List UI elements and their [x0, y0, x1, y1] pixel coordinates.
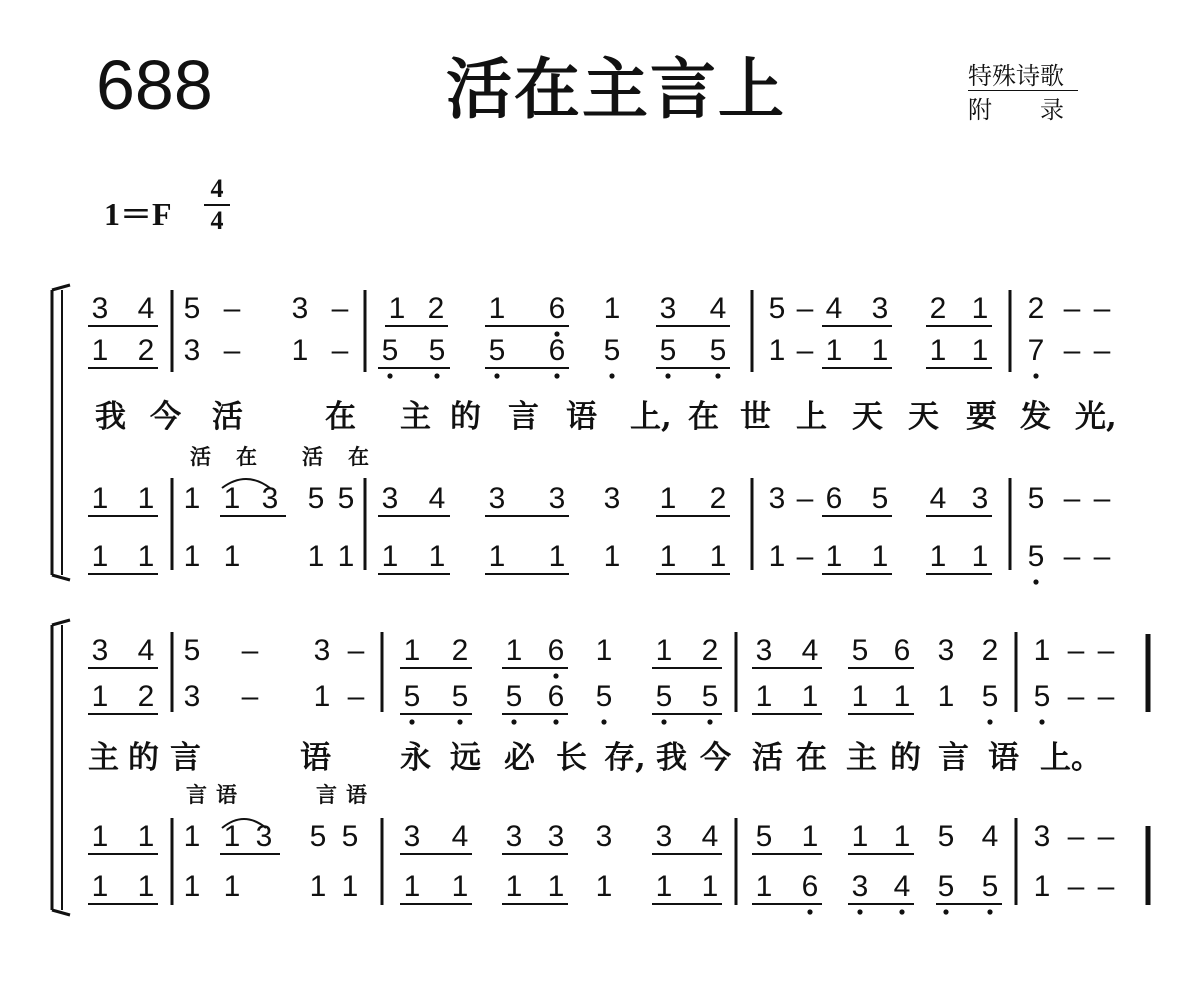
note: 3	[313, 634, 331, 667]
lyric-syllable: 在	[796, 740, 827, 776]
note: 1	[929, 334, 947, 367]
echo-syllable: 在	[236, 444, 257, 469]
note: 7	[1027, 334, 1045, 367]
note: 1	[183, 820, 201, 853]
note: 1	[801, 680, 819, 713]
note: 1	[825, 540, 843, 573]
note: 1	[659, 540, 677, 573]
note: 1	[91, 334, 109, 367]
note: 3	[403, 820, 421, 853]
note: 1	[937, 680, 955, 713]
note: 2	[137, 334, 155, 367]
note: –	[1063, 540, 1081, 573]
octave-dot	[511, 719, 516, 724]
note: 1	[183, 540, 201, 573]
note: 1	[137, 870, 155, 903]
lyric-syllable: 我	[95, 399, 126, 435]
note: –	[796, 334, 814, 367]
note: 5	[937, 820, 955, 853]
note: –	[331, 292, 349, 325]
note: 4	[709, 292, 727, 325]
note: 2	[929, 292, 947, 325]
note: 1	[488, 540, 506, 573]
echo-syllable: 语	[216, 782, 237, 807]
note: 1	[137, 540, 155, 573]
octave-dot	[1039, 719, 1044, 724]
note: 3	[755, 634, 773, 667]
lyric-syllable: 远	[450, 740, 481, 776]
note: 5	[937, 870, 955, 903]
note: 3	[659, 292, 677, 325]
octave-dot	[857, 909, 862, 914]
note: 1	[768, 334, 786, 367]
note: 5	[701, 680, 719, 713]
lyric-syllable: 要	[966, 399, 997, 435]
note: 4	[137, 634, 155, 667]
note: –	[347, 634, 365, 667]
note: 1	[1033, 634, 1051, 667]
note: 1	[595, 870, 613, 903]
note: 2	[1027, 292, 1045, 325]
lyric-syllable: 的	[890, 740, 921, 776]
lyric-syllable: 言	[508, 399, 539, 435]
lyric-syllable: 语	[988, 740, 1019, 776]
lyric-syllable: 的	[450, 399, 481, 435]
note: 1	[403, 870, 421, 903]
note: 3	[505, 820, 523, 853]
note: 1	[307, 540, 325, 573]
note: 3	[548, 482, 566, 515]
note: –	[1063, 334, 1081, 367]
note: 3	[1033, 820, 1051, 853]
note: 1	[893, 680, 911, 713]
lyric-syllable: 的	[128, 740, 159, 776]
note: 3	[603, 482, 621, 515]
note: 3	[255, 820, 273, 853]
lyric-syllable: 天	[908, 399, 939, 435]
note: 1	[547, 870, 565, 903]
lyric-syllable: 今	[700, 740, 731, 776]
echo-syllable: 在	[348, 444, 369, 469]
note: –	[1063, 292, 1081, 325]
octave-dot	[553, 673, 558, 678]
note: 4	[451, 820, 469, 853]
note: 1	[223, 482, 241, 515]
system-bracket-top	[52, 285, 70, 290]
note: 1	[755, 680, 773, 713]
note: 1	[388, 292, 406, 325]
note: 3	[381, 482, 399, 515]
note: 4	[825, 292, 843, 325]
lyric-syllable: 在	[688, 399, 719, 435]
note: 3	[183, 680, 201, 713]
note: 3	[595, 820, 613, 853]
hymn-title: 活在主言上	[446, 50, 786, 128]
category-sublabel: 附 录	[968, 96, 1064, 124]
note: 1	[223, 870, 241, 903]
octave-dot	[987, 719, 992, 724]
note: 3	[871, 292, 889, 325]
note: 1	[223, 820, 241, 853]
note: 1	[971, 334, 989, 367]
time-signature-bottom: 4	[210, 206, 224, 235]
note: –	[1093, 334, 1111, 367]
note: 5	[403, 680, 421, 713]
octave-dot	[554, 373, 559, 378]
note: 1	[91, 870, 109, 903]
octave-dot	[665, 373, 670, 378]
note: 3	[851, 870, 869, 903]
lyric-syllable: 必	[504, 740, 535, 776]
note: –	[1097, 680, 1115, 713]
lyric-syllable: 活	[212, 399, 243, 435]
note: 1	[871, 540, 889, 573]
note: 1	[488, 292, 506, 325]
note: 2	[451, 634, 469, 667]
note: 5	[1027, 540, 1045, 573]
note: 5	[755, 820, 773, 853]
note: 5	[505, 680, 523, 713]
lyric-syllable: 上,	[630, 399, 672, 435]
octave-dot	[457, 719, 462, 724]
note: 1	[655, 634, 673, 667]
lyric-syllable: 活	[752, 740, 783, 776]
note: 1	[91, 820, 109, 853]
lyric-syllable: 发	[1020, 399, 1051, 435]
note: 5	[1027, 482, 1045, 515]
note: 6	[548, 292, 566, 325]
note: 3	[488, 482, 506, 515]
note: 1	[655, 870, 673, 903]
octave-dot	[899, 909, 904, 914]
note: 6	[801, 870, 819, 903]
note: 5	[341, 820, 359, 853]
note: –	[241, 680, 259, 713]
octave-dot	[494, 373, 499, 378]
note: –	[1097, 870, 1115, 903]
note: 4	[801, 634, 819, 667]
note: 5	[381, 334, 399, 367]
note: 2	[137, 680, 155, 713]
octave-dot	[807, 909, 812, 914]
note: 1	[755, 870, 773, 903]
note: 5	[768, 292, 786, 325]
note: 1	[595, 634, 613, 667]
note: –	[1067, 680, 1085, 713]
note: 3	[937, 634, 955, 667]
lyric-syllable: 光,	[1075, 399, 1117, 435]
system-bracket-bottom	[52, 575, 70, 580]
octave-dot	[1033, 579, 1038, 584]
note: 6	[548, 334, 566, 367]
note: –	[1067, 820, 1085, 853]
lyric-syllable: 世	[740, 399, 771, 435]
lyric-syllable: 语	[300, 740, 331, 776]
note: 5	[709, 334, 727, 367]
lyric-syllable: 主	[88, 740, 119, 776]
note: 5	[183, 292, 201, 325]
note: 1	[971, 540, 989, 573]
hymn-number: 688	[96, 46, 213, 124]
echo-syllable: 活	[190, 444, 211, 469]
octave-dot	[943, 909, 948, 914]
octave-dot	[409, 719, 414, 724]
echo-syllable: 言	[316, 782, 337, 807]
note: 1	[91, 540, 109, 573]
note: 3	[261, 482, 279, 515]
note: 1	[1033, 870, 1051, 903]
note: 1	[91, 680, 109, 713]
lyric-syllable: 在	[325, 399, 356, 435]
note: 5	[981, 680, 999, 713]
octave-dot	[707, 719, 712, 724]
lyric-syllable: 永	[400, 740, 431, 776]
octave-dot	[387, 373, 392, 378]
echo-syllable: 语	[346, 782, 367, 807]
note: 4	[893, 870, 911, 903]
note: 1	[183, 870, 201, 903]
note: 5	[603, 334, 621, 367]
octave-dot	[1033, 373, 1038, 378]
note: –	[796, 482, 814, 515]
note: –	[223, 334, 241, 367]
category-label: 特殊诗歌	[968, 62, 1064, 90]
note: 1	[183, 482, 201, 515]
lyric-syllable: 上。	[1040, 740, 1102, 776]
note: 5	[307, 482, 325, 515]
note: –	[347, 680, 365, 713]
time-signature-top: 4	[210, 174, 224, 203]
note: 5	[488, 334, 506, 367]
octave-dot	[987, 909, 992, 914]
note: 1	[801, 820, 819, 853]
note: 1	[137, 482, 155, 515]
note: 5	[595, 680, 613, 713]
note: 1	[893, 820, 911, 853]
note: 3	[91, 634, 109, 667]
note: –	[796, 540, 814, 573]
note: 1	[341, 870, 359, 903]
note: –	[1097, 820, 1115, 853]
note: 1	[451, 870, 469, 903]
note: –	[241, 634, 259, 667]
note: 5	[428, 334, 446, 367]
lyric-syllable: 天	[852, 399, 883, 435]
note: 5	[183, 634, 201, 667]
note: 1	[403, 634, 421, 667]
lyric-syllable: 主	[400, 399, 431, 435]
note: 1	[291, 334, 309, 367]
note: 3	[547, 820, 565, 853]
note: 1	[381, 540, 399, 573]
octave-dot	[715, 373, 720, 378]
note: 1	[851, 820, 869, 853]
lyric-syllable: 言	[938, 740, 969, 776]
echo-syllable: 言	[186, 782, 207, 807]
note: 1	[825, 334, 843, 367]
note: 1	[309, 870, 327, 903]
note: 3	[291, 292, 309, 325]
note: 4	[137, 292, 155, 325]
note: 1	[871, 334, 889, 367]
note: 5	[981, 870, 999, 903]
note: 1	[971, 292, 989, 325]
note: 6	[547, 634, 565, 667]
note: 3	[768, 482, 786, 515]
note: –	[223, 292, 241, 325]
note: 6	[893, 634, 911, 667]
octave-dot	[553, 719, 558, 724]
note: 1	[313, 680, 331, 713]
note: 2	[709, 482, 727, 515]
note: –	[1067, 634, 1085, 667]
key-signature: 1＝F	[104, 196, 172, 232]
note: –	[1093, 482, 1111, 515]
note: 6	[547, 680, 565, 713]
note: 1	[428, 540, 446, 573]
note: –	[1063, 482, 1081, 515]
lyric-syllable: 我	[656, 740, 687, 776]
note: 5	[337, 482, 355, 515]
note: 4	[929, 482, 947, 515]
note: 1	[929, 540, 947, 573]
octave-dot	[434, 373, 439, 378]
note: 1	[701, 870, 719, 903]
lyric-syllable: 今	[150, 399, 181, 435]
system-bracket-top	[52, 620, 70, 625]
lyric-syllable: 言	[170, 740, 201, 776]
note: 3	[91, 292, 109, 325]
lyric-syllable: 语	[566, 399, 597, 435]
note: 4	[701, 820, 719, 853]
note: 4	[428, 482, 446, 515]
note: 2	[981, 634, 999, 667]
lyric-syllable: 长	[556, 740, 587, 776]
note: 4	[981, 820, 999, 853]
note: 1	[137, 820, 155, 853]
note: 2	[701, 634, 719, 667]
note: 1	[768, 540, 786, 573]
note: 3	[183, 334, 201, 367]
octave-dot	[609, 373, 614, 378]
note: –	[796, 292, 814, 325]
lyric-syllable: 主	[846, 740, 877, 776]
note: 3	[655, 820, 673, 853]
note: 5	[851, 634, 869, 667]
octave-dot	[601, 719, 606, 724]
note: 5	[309, 820, 327, 853]
echo-syllable: 活	[302, 444, 323, 469]
lyric-syllable: 上	[796, 399, 827, 435]
note: 1	[223, 540, 241, 573]
note: –	[331, 334, 349, 367]
note: 1	[91, 482, 109, 515]
note: 1	[337, 540, 355, 573]
note: 1	[603, 540, 621, 573]
note: 1	[505, 870, 523, 903]
note: 1	[548, 540, 566, 573]
note: 5	[659, 334, 677, 367]
note: 1	[709, 540, 727, 573]
lyric-syllable: 存,	[604, 740, 646, 776]
note: 1	[659, 482, 677, 515]
note: 1	[603, 292, 621, 325]
system-bracket-bottom	[52, 910, 70, 915]
note: 5	[655, 680, 673, 713]
note: 3	[971, 482, 989, 515]
note: –	[1093, 540, 1111, 573]
note: 1	[505, 634, 523, 667]
note: 2	[427, 292, 445, 325]
note: 5	[871, 482, 889, 515]
note: 5	[451, 680, 469, 713]
note: 1	[851, 680, 869, 713]
note: 6	[825, 482, 843, 515]
note: –	[1093, 292, 1111, 325]
note: 5	[1033, 680, 1051, 713]
note: –	[1097, 634, 1115, 667]
octave-dot	[661, 719, 666, 724]
note: –	[1067, 870, 1085, 903]
